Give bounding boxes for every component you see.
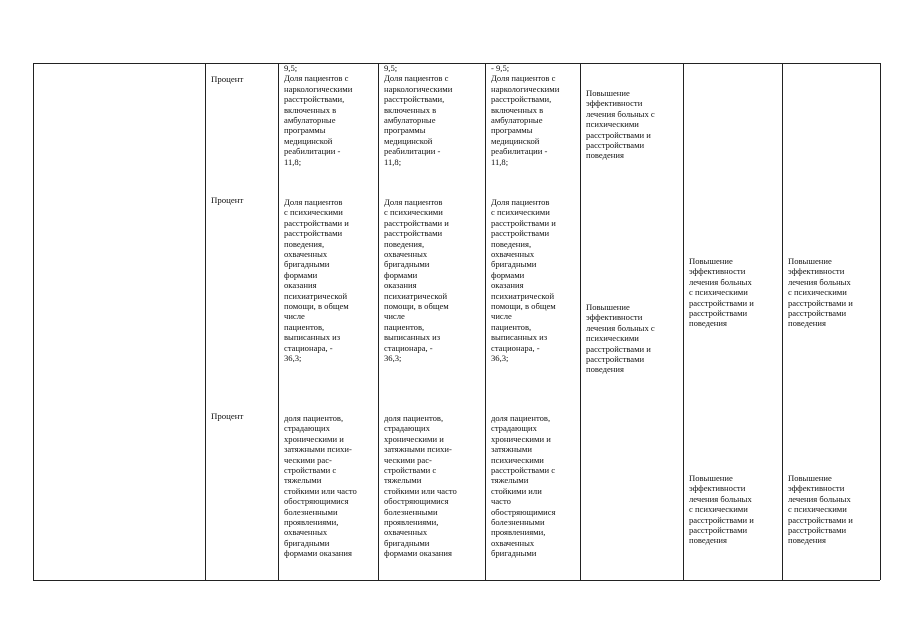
table-left-border	[33, 63, 34, 580]
row2-col6: Повышение эффективности лечения больных с психическими расстройствами и расстройствами поведения	[788, 256, 853, 329]
column-divider	[580, 63, 581, 580]
column-divider	[378, 63, 379, 580]
row2-col2: Доля пациентов с психическими расстройствами и расстройствами поведения, охваченных бригадными формами оказания психиатрической помощи, в общем числе пациентов, выписанных из стационара, - 36,3;	[384, 197, 449, 364]
row3-col2: доля пациентов, страдающих хроническими и затяжными психи- ческими рас- стройствами с тяжелыми стойкими или часто обостряющимися болезненными проявлениями, охваченных бригадными формами оказания	[384, 413, 457, 559]
row2-col5: Повышение эффективности лечения больных с психическими расстройствами и расстройствами поведения	[689, 256, 754, 329]
table-bottom-border	[33, 580, 880, 581]
row2-col4: Повышение эффективности лечения больных с психическими расстройствами и расстройствами поведения	[586, 302, 655, 375]
row1-col1: 9,5; Доля пациентов с наркологическими расстройствами, включенных в амбулаторные программы медицинской реабилитации - 11,8;	[284, 63, 353, 167]
row1-col4: Повышение эффективности лечения больных с психическими расстройствами и расстройствами поведения	[586, 88, 655, 161]
row2-col1: Доля пациентов с психическими расстройствами и расстройствами поведения, охваченных бригадными формами оказания психиатрической помощи, в общем числе пациентов, выписанных из стационара, - 36,3;	[284, 197, 349, 364]
row3-col5: Повышение эффективности лечения больных с психическими расстройствами и расстройствами поведения	[689, 473, 754, 546]
row1-col2: 9,5; Доля пациентов с наркологическими расстройствами, включенных в амбулаторные программы медицинской реабилитации - 11,8;	[384, 63, 453, 167]
row3-col6: Повышение эффективности лечения больных с психическими расстройствами и расстройствами поведения	[788, 473, 853, 546]
column-divider	[205, 63, 206, 580]
column-divider	[485, 63, 486, 580]
row3-col3: доля пациентов, страдающих хроническими и затяжными психическими расстройствами с тяжелыми стойкими или часто обостряющимися болезненными проявлениями, охваченных бригадными	[491, 413, 556, 559]
row3-unit: Процент	[211, 411, 244, 421]
column-divider	[683, 63, 684, 580]
row2-col3: Доля пациентов с психическими расстройствами и расстройствами поведения, охваченных бригадными формами оказания психиатрической помощи, в общем числе пациентов, выписанных из стационара, - 36,3;	[491, 197, 556, 364]
column-divider	[278, 63, 279, 580]
column-divider	[782, 63, 783, 580]
row1-col3: - 9,5; Доля пациентов с наркологическими расстройствами, включенных в амбулаторные программы медицинской реабилитации - 11,8;	[491, 63, 560, 167]
table-right-border	[880, 63, 881, 580]
row1-unit: Процент	[211, 74, 244, 84]
row2-unit: Процент	[211, 195, 244, 205]
row3-col1: доля пациентов, страдающих хроническими и затяжными психи- ческими рас- стройствами с тяжелыми стойкими или часто обостряющимися болезненными проявлениями, охваченных бригадными формами оказания	[284, 413, 357, 559]
